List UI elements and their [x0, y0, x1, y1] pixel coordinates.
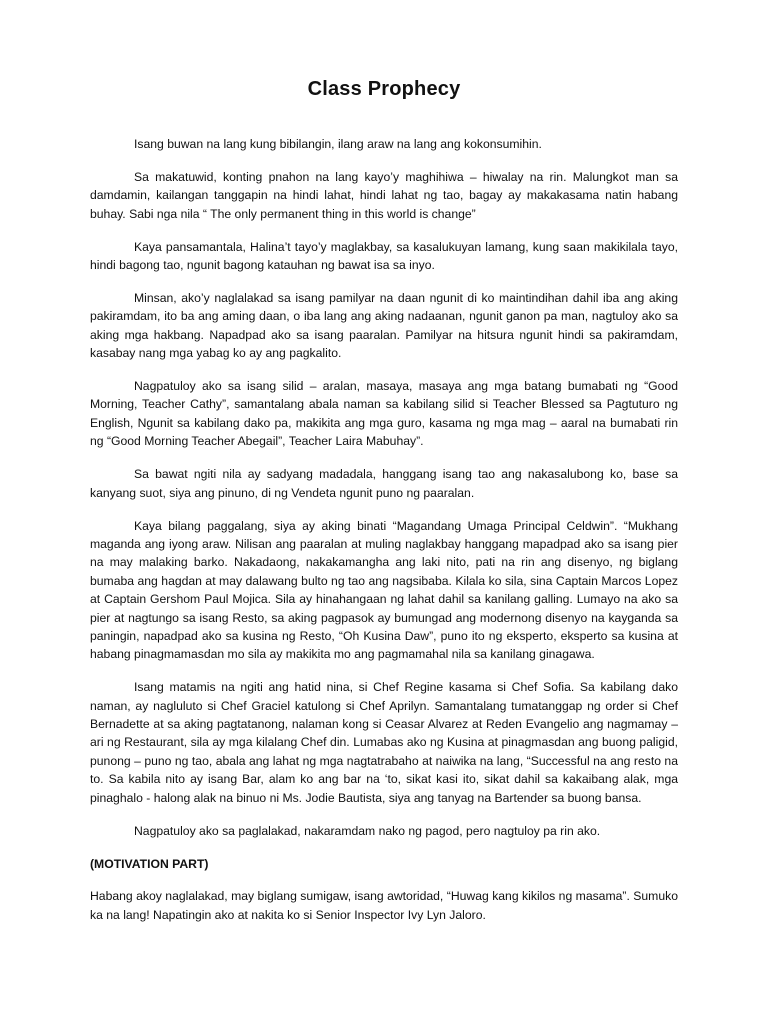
paragraph-2: Sa makatuwid, konting pnahon na lang kayo’y maghihiwa – hiwalay na rin. Malungkot man sa damdamin, kailangan tanggapin na hindi lahat, hindi lahat ng tao, bagay ay makakasama natin habang buhay. Sabi nga nila “ The only permanent thing in this world is change”	[90, 169, 678, 221]
document-page	[90, 78, 678, 924]
section-heading-motivation: (MOTIVATION PART)	[90, 856, 209, 871]
paragraph-5: Nagpatuloy ako sa isang silid – aralan, masaya, masaya ang mga batang bumabati ng “Good Morning, Teacher Cathy”, samantalang abala naman sa kabilang silid si Teacher Blessed sa Pagtuturo ng English, Ngunit sa kabilang dako pa, makikita ang mga guro, kasama ng mga mag – aaral na bumabati rin ng “Good Morning Teacher Abegail”, Teacher Laira Mabuhay”.	[90, 379, 678, 449]
paragraph-6: Sa bawat ngiti nila ay sadyang madadala, hanggang isang tao ang nakasalubong ko, base sa kanyang suot, siya ang pinuno, di ng Vendeta ngunit puno ng paaralan.	[90, 467, 678, 500]
paragraph-4: Minsan, ako’y naglalakad sa isang pamilyar na daan ngunit di ko maintindihan dahil iba ang aking pakiramdam, ito ba ang aming daan, o iba lang ang aking nadaanan, ngunit ganon pa man, nagtuloy ako sa aking mga hakbang. Napadpad ako sa isang paaralan. Pamilyar na hitsura ngunit hindi sa pakiramdam, kasabay nang mga yabag ko ay ang pagkalito.	[90, 290, 678, 361]
paragraph-10: Habang akoy naglalakad, may biglang sumigaw, isang awtoridad, “Huwag kang kikilos ng masama”. Sumuko ka na lang! Napatingin ako at nakita ko si Senior Inspector Ivy Lyn Jaloro.	[90, 889, 678, 922]
document-title: Class Prophecy	[307, 78, 461, 100]
paragraph-7: Kaya bilang paggalang, siya ay aking binati “Magandang Umaga Principal Celdwin”. “Mukhang maganda ang iyong araw. Nilisan ang paaralan at muling naglakbay hanggang mapadpad ako sa isang pier na may malaking barko. Nakadaong, nakakamangha ang laki nito, pati na rin ang disenyo, ng biglang bumaba ang hagdan at may dalawang bulto ng tao ang nagsibaba. Kilala ko sila, sina Captain Marcos Lopez at Captain Gershom Paul Mojica. Sila ay hinahangaan ng lahat dahil sa kanilang galling. Lumayo na ako sa pier at nagtungo sa isang Resto, sa aking pagpasok ay bumungad ang modernong disenyo na kayganda sa paningin, napadpad ako sa kusina ng Resto, “Oh Kusina Daw”, puno ito ng eksperto, eksperto sa kusina at habang pinagmamasdan mo sila ay makikita mo ang pagmamahal nila sa kanilang ginagawa.	[90, 518, 678, 662]
paragraph-9: Nagpatuloy ako sa paglalakad, nakaramdam nako ng pagod, pero nagtuloy pa rin ako.	[134, 823, 601, 838]
paragraph-3: Kaya pansamantala, Halina’t tayo’y maglakbay, sa kasalukuyan lamang, kung saan makikilala tayo, hindi bagong tao, ngunit bagong katauhan ng bawat isa sa inyo.	[90, 239, 678, 273]
paragraph-8: Isang matamis na ngiti ang hatid nina, si Chef Regine kasama si Chef Sofia. Sa kabilang dako naman, ay nagluluto si Chef Graciel katulong si Chef Aprilyn. Samantalang tumatanggap ng order si Chef Bernadette at sa aking pagtatanong, nalaman kong si Ceasar Alvarez at Reden Evangelio ang nagmamay – ari ng Restaurant, sila ay mga kilalang Chef din. Lumabas ako ng Kusina at pinagmasdan ang buong paligid, punong – puno ng tao, abala ang lahat ng mga nagtatrabaho at naiwika na lang, “Successful na ang resto na to. Sa kabila nito ay isang Bar, alam ko ang bar na ‘to, sikat kasi ito, sikat dahil sa kakaibang alak, mga pinaghalo - halong alak na binuo ni Ms. Jodie Bautista, siya ang tanyag na Bartender sa buong bansa.	[90, 680, 678, 805]
paragraph-1: Isang buwan na lang kung bibilangin, ilang araw na lang ang kokonsumihin.	[134, 137, 542, 151]
